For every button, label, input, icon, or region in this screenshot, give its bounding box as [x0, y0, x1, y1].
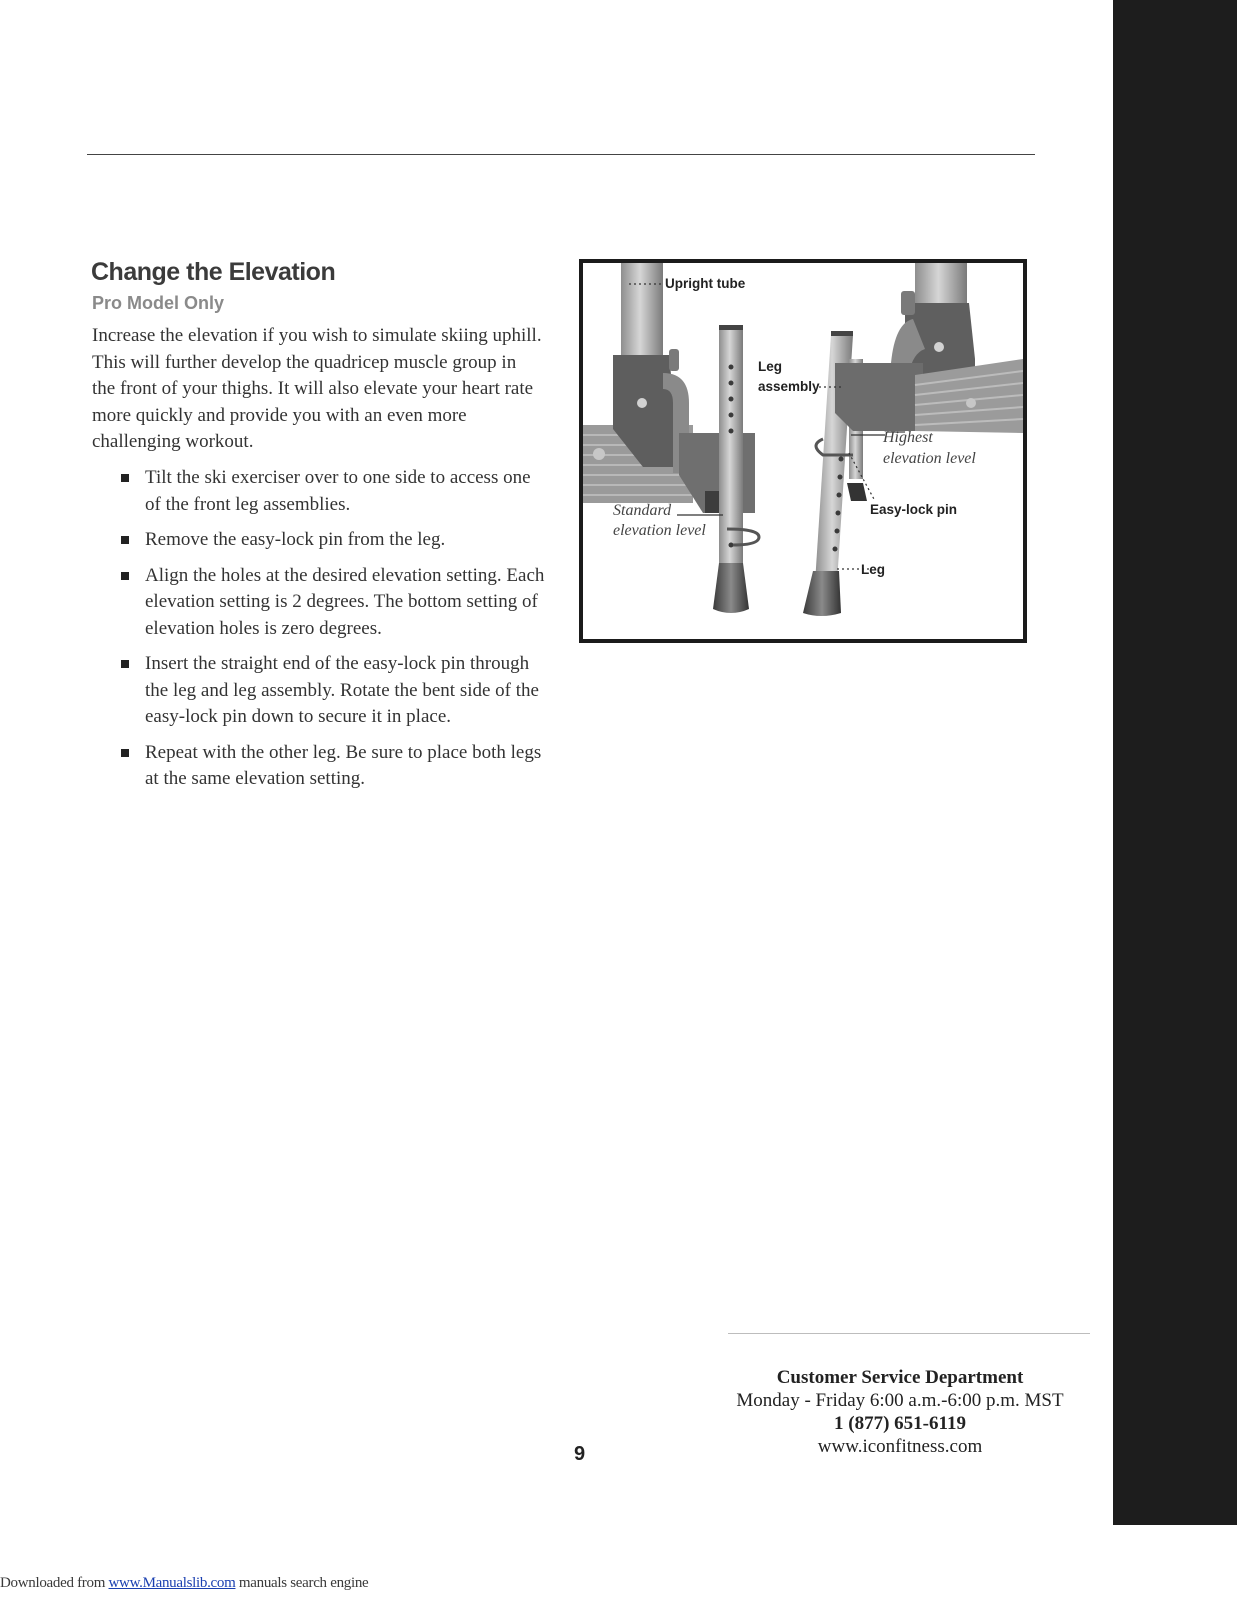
- step-text: Repeat with the other leg. Be sure to place both legs at the same elevation setting.: [145, 741, 542, 789]
- page-number: 9: [574, 1443, 586, 1465]
- step-text: Align the holes at the desired elevation setting. Each elevation setting is 2 degrees. The bottom setting of elevation holes is zero degrees.: [145, 564, 545, 639]
- step-text: Remove the easy-lock pin from the leg.: [145, 529, 446, 550]
- callout-upright-tube: Upright tube: [665, 276, 746, 291]
- manualslib-link[interactable]: www.Manualslib.com: [108, 1575, 236, 1591]
- footer-department: Customer Service Department: [776, 1367, 1024, 1388]
- callout-leg: Leg: [861, 562, 886, 577]
- elevation-diagram: [579, 259, 1027, 643]
- callout-leg-assembly-line2: assembly: [758, 379, 820, 394]
- download-note: [0, 1575, 368, 1592]
- callout-highest-line1: Highest: [883, 429, 933, 446]
- callout-standard-line2: elevation level: [613, 522, 706, 539]
- footer-hours: Monday - Friday 6:00 a.m.-6:00 p.m. MST: [736, 1390, 1064, 1411]
- callout-easy-lock-pin: Easy-lock pin: [870, 502, 958, 517]
- footer-rule: [728, 1333, 1090, 1334]
- list-item: [115, 740, 547, 793]
- list-item: [115, 527, 547, 554]
- callout-highest-line2: elevation level: [883, 450, 976, 467]
- square-bullet-icon: [121, 474, 129, 482]
- step-text: Tilt the ski exerciser over to one side to access one of the front leg assemblies.: [145, 467, 531, 515]
- download-note-prefix: Downloaded from: [0, 1575, 109, 1591]
- footer-website: www.iconfitness.com: [817, 1436, 983, 1457]
- section-subtitle: Pro Model Only: [92, 293, 225, 313]
- callout-leg-assembly-line1: Leg: [758, 359, 783, 374]
- section-title: Change the Elevation: [91, 258, 336, 286]
- list-item: [115, 651, 547, 731]
- page-edge-bar: [1113, 0, 1237, 1525]
- square-bullet-icon: [121, 660, 129, 668]
- step-text: Insert the straight end of the easy-lock pin through the leg and leg assembly. Rotate the bent side of the easy-lock pin down to secure it in place.: [145, 653, 539, 727]
- footer-phone: 1 (877) 651-6119: [834, 1413, 966, 1434]
- intro-paragraph: Increase the elevation if you wish to simulate skiing uphill. This will further develop the quadricep muscle group in the front of your thighs. It will also elevate your heart rate more quickly and provide you with an even more challenging workout.: [92, 325, 542, 452]
- square-bullet-icon: [121, 572, 129, 580]
- square-bullet-icon: [121, 749, 129, 757]
- square-bullet-icon: [121, 536, 129, 544]
- list-item: [115, 563, 547, 643]
- list-item: [115, 465, 547, 518]
- header-rule: [87, 154, 1035, 155]
- download-note-suffix: manuals search engine: [235, 1575, 369, 1591]
- callout-standard-line1: Standard: [613, 502, 672, 519]
- instruction-list: [115, 465, 547, 802]
- customer-service-block: [720, 1366, 1080, 1458]
